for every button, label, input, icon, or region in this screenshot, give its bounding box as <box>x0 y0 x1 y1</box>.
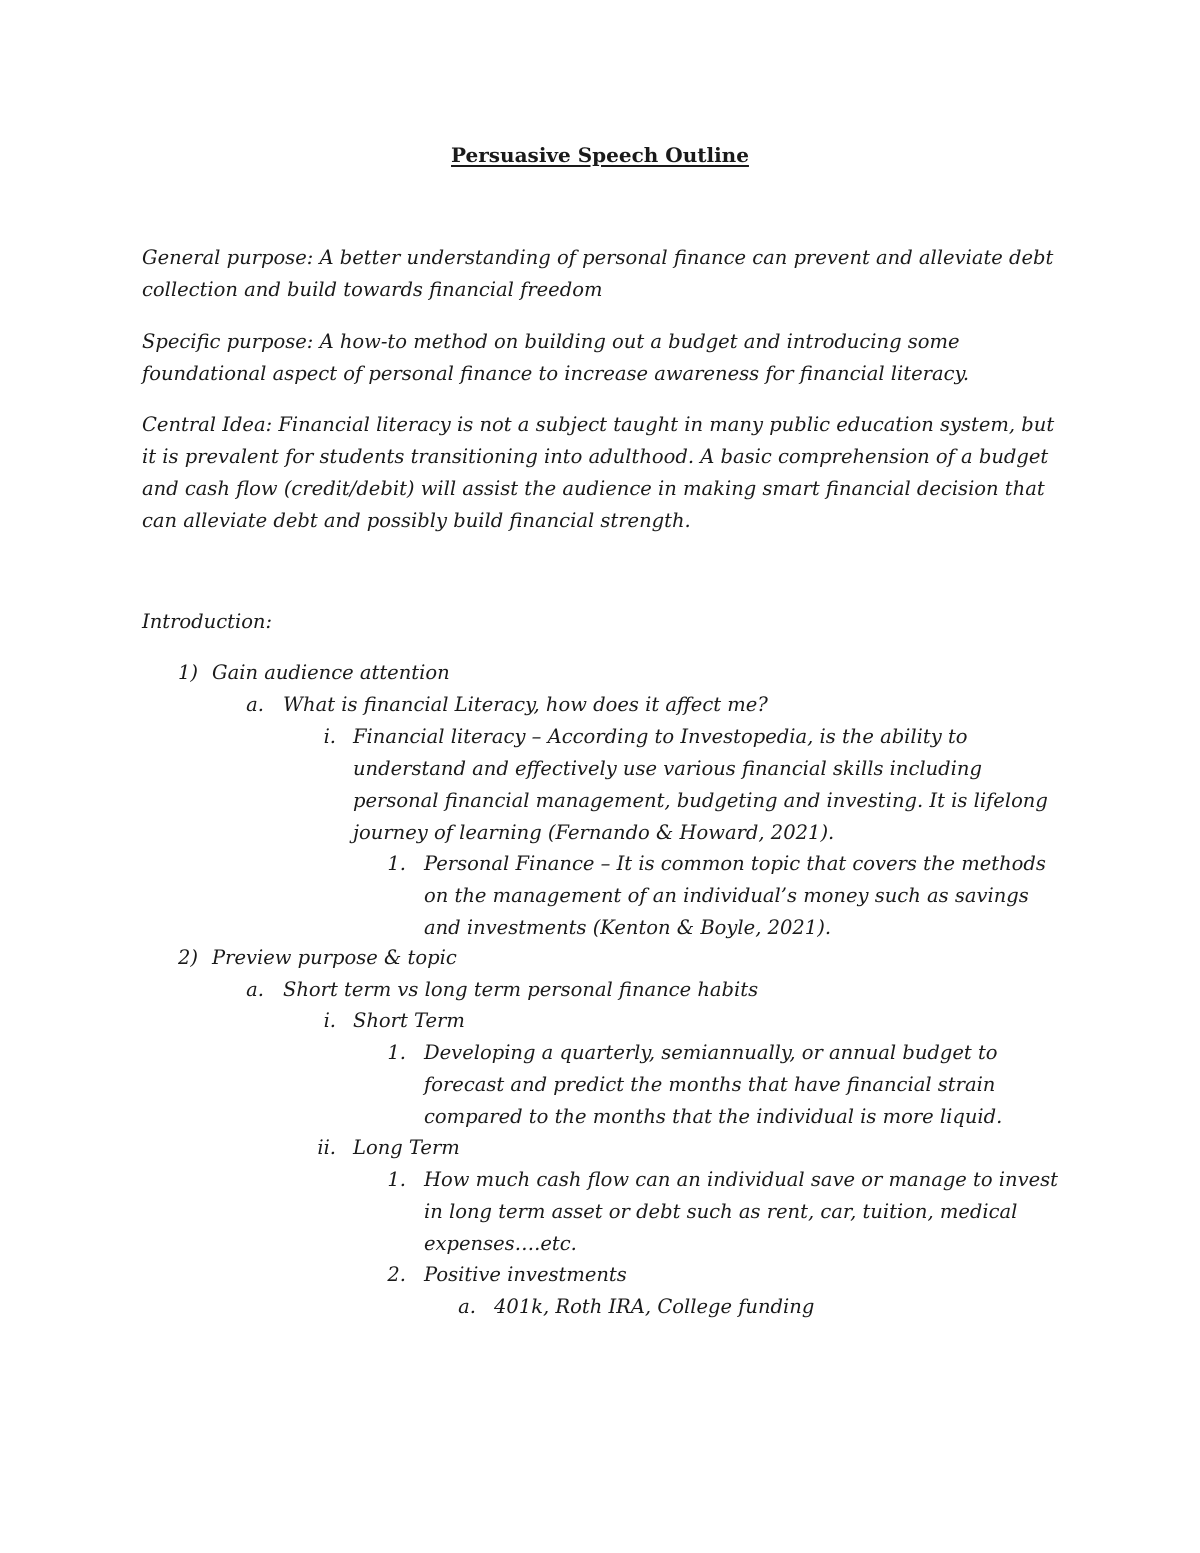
general-purpose: General purpose: A better understanding of personal finance can prevent and alleviate debt collection and build towards financial freedom <box>142 246 1054 301</box>
outline-item-positive-investments: Positive investments <box>424 1263 627 1286</box>
outline-item-literacy-definition: Financial literacy – According to Investopedia, is the ability to understand and effectively use various financial skills including personal financial management, budgeting and investing. It is lifelong journey of learning (Fernando & Howard, 2021). <box>353 725 1048 844</box>
outline-item-retirement-accounts: 401k, Roth IRA, College funding <box>494 1295 815 1318</box>
outline-marker: 1) <box>177 661 198 684</box>
outline-marker: 1. <box>387 1041 406 1064</box>
outline-marker: i. <box>323 725 336 748</box>
outline-marker: 1. <box>387 1168 406 1191</box>
introduction-heading: Introduction: <box>142 610 273 633</box>
outline-marker: a. <box>246 978 264 1001</box>
outline-marker: 2. <box>387 1263 406 1286</box>
outline-item-short-vs-long: Short term vs long term personal finance habits <box>283 978 759 1001</box>
outline-item-short-term: Short Term <box>353 1009 465 1032</box>
central-idea: Central Idea: Financial literacy is not a subject taught in many public education system, but it is prevalent for students transitioning into adulthood. A basic comprehension of a budget and cash flow (credit/debit) will assist the audience in making smart financial decision that can alleviate debt and possibly build financial strength. <box>142 413 1055 532</box>
outline-marker: 2) <box>177 946 198 969</box>
outline-marker: i. <box>323 1009 336 1032</box>
outline-marker: a. <box>458 1295 476 1318</box>
outline-marker: a. <box>246 693 264 716</box>
outline-item-preview-purpose: Preview purpose & topic <box>212 946 457 969</box>
specific-purpose: Specific purpose: A how-to method on building out a budget and introducing some foundational aspect of personal finance to increase awareness for financial literacy. <box>142 330 970 385</box>
outline-item-budget-forecast: Developing a quarterly, semiannually, or annual budget to forecast and predict the months that have financial strain compared to the months that the individual is more liquid. <box>424 1041 1003 1128</box>
outline-item-cash-flow: How much cash flow can an individual save or manage to invest in long term asset or debt such as rent, car, tuition, medical expenses….etc. <box>424 1168 1059 1255</box>
outline-item-personal-finance: Personal Finance – It is common topic that covers the methods on the management of an individual’s money such as savings and investments (Kenton & Boyle, 2021). <box>424 852 1046 939</box>
outline-item-long-term: Long Term <box>353 1136 460 1159</box>
outline-marker: 1. <box>387 852 406 875</box>
outline-item-gain-attention: Gain audience attention <box>212 661 450 684</box>
outline-item-what-is-literacy: What is financial Literacy, how does it affect me? <box>283 693 768 716</box>
page-title: Persuasive Speech Outline <box>451 143 749 167</box>
outline-marker: ii. <box>317 1136 336 1159</box>
